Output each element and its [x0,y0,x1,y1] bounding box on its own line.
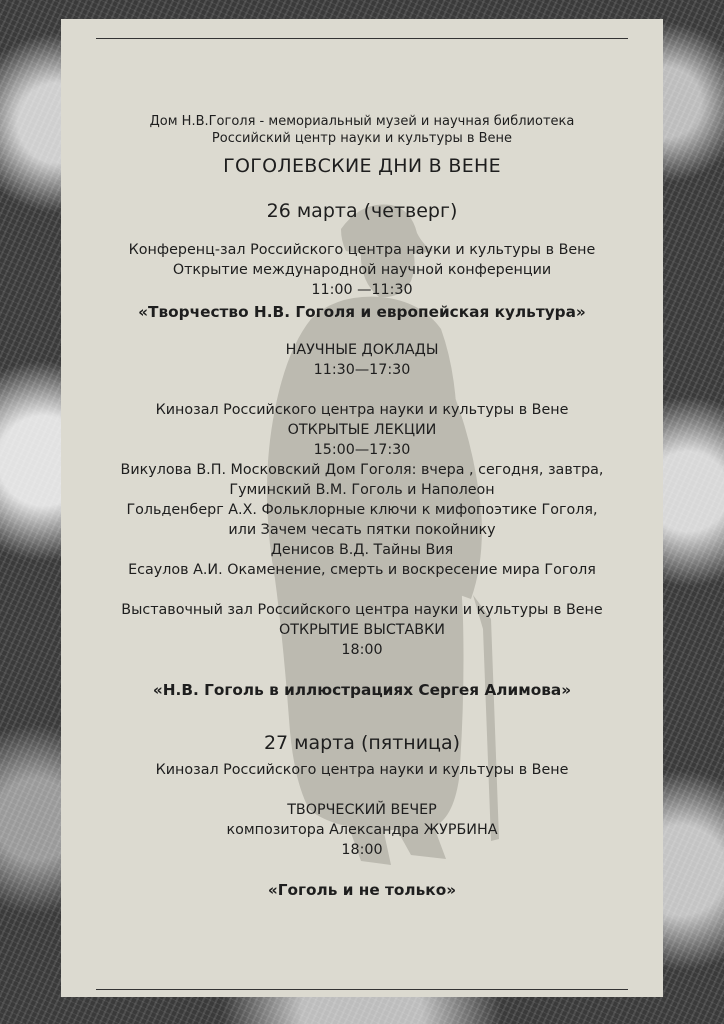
evening-name: «Гоголь и не только» [267,881,457,899]
lecture-item: Есаулов А.И. Окаменение, смерть и воскресение мира Гоголя [128,562,596,578]
organizer-line: Дом Н.В.Гоголя - мемориальный музей и научная библиотека [149,114,575,129]
evening-venue: Кинозал Российского центра науки и культуры в Вене [155,762,569,778]
conference-time: 11:00 —11:30 [311,282,413,298]
exhibition-label: ОТКРЫТИЕ ВЫСТАВКИ [279,622,445,638]
lectures-label: ОТКРЫТЫЕ ЛЕКЦИИ [287,422,437,438]
conference-name: «Творчество Н.В. Гоголя и европейская культура» [138,303,586,321]
lecture-item: или Зачем чесать пятки покойнику [228,522,496,538]
day1-date: 26 марта (четверг) [266,200,458,222]
conference-venue: Конференц-зал Российского центра науки и культуры в Вене [128,242,596,258]
page-title: ГОГОЛЕВСКИЕ ДНИ В ВЕНЕ [223,155,501,177]
poster-panel [61,19,663,997]
lecture-item: Денисов В.Д. Тайны Вия [270,542,454,558]
reports-label: НАУЧНЫЕ ДОКЛАДЫ [285,342,439,358]
evening-performer: композитора Александра ЖУРБИНА [226,822,498,838]
exhibition-name: «Н.В. Гоголь в иллюстрациях Сергея Алимова» [152,681,572,699]
lecture-item: Викулова В.П. Московский Дом Гоголя: вчера , сегодня, завтра, [120,462,604,478]
evening-label: ТВОРЧЕСКИЙ ВЕЧЕР [287,802,437,818]
lecture-item: Гольденберг А.Х. Фольклорные ключи к мифопоэтике Гоголя, [126,502,598,518]
conference-event: Открытие международной научной конференции [172,262,552,278]
exhibition-venue: Выставочный зал Российского центра науки и культуры в Вене [121,602,603,618]
co-organizer-line: Российский центр науки и культуры в Вене [211,131,513,146]
lectures-time: 15:00—17:30 [313,442,411,458]
reports-time: 11:30—17:30 [313,362,411,378]
evening-time: 18:00 [341,842,383,858]
lectures-venue: Кинозал Российского центра науки и культуры в Вене [155,402,569,418]
lecture-item: Гуминский В.М. Гоголь и Наполеон [229,482,495,498]
exhibition-time: 18:00 [341,642,383,658]
day2-date: 27 марта (пятница) [263,732,461,754]
